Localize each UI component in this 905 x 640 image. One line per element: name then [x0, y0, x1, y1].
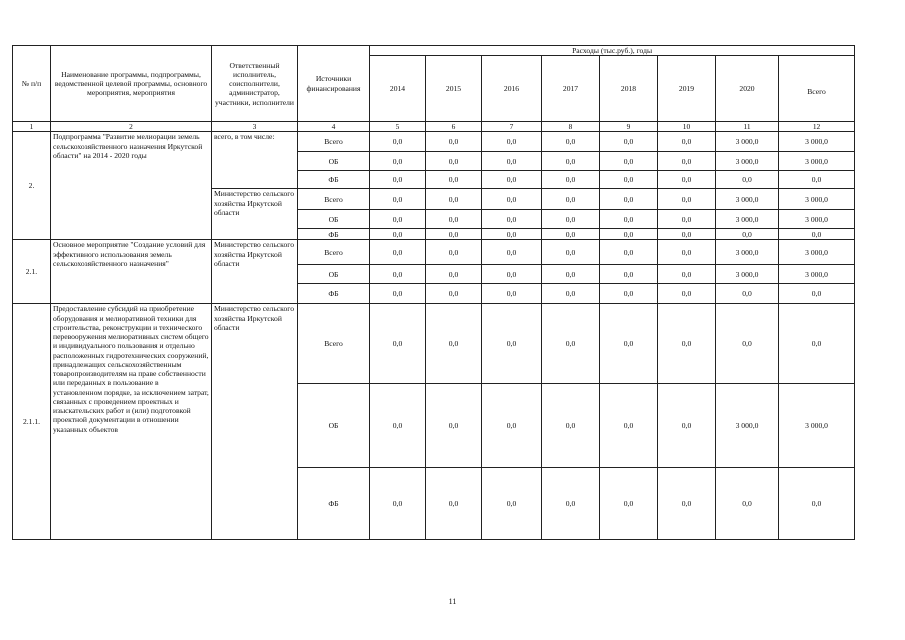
year-value: 0,0: [600, 189, 658, 210]
header-year: 2016: [482, 56, 542, 122]
year-value: 0,0: [426, 132, 482, 152]
year-value: 0,0: [482, 171, 542, 189]
funding-source: Всего: [298, 304, 370, 384]
year-value: 0,0: [426, 152, 482, 171]
table-row: [13, 304, 855, 384]
year-value: 0,0: [370, 468, 426, 540]
year-value: 0,0: [370, 152, 426, 171]
year-value: 0,0: [542, 240, 600, 265]
total-value: 3 000,0: [779, 240, 855, 265]
year-value: 0,0: [370, 265, 426, 284]
year-value: 0,0: [482, 189, 542, 210]
year-value: 0,0: [658, 284, 716, 304]
year-value: 0,0: [542, 210, 600, 229]
column-index: 9: [600, 122, 658, 132]
year-value: 0,0: [542, 468, 600, 540]
year-value: 0,0: [658, 229, 716, 240]
year-value: 0,0: [716, 229, 779, 240]
year-value: 0,0: [542, 189, 600, 210]
year-value: 0,0: [600, 152, 658, 171]
header-num: № п/п: [13, 46, 51, 122]
funding-source: ФБ: [298, 171, 370, 189]
header-year: 2019: [658, 56, 716, 122]
column-index: 11: [716, 122, 779, 132]
column-index: 10: [658, 122, 716, 132]
column-index: 1: [13, 122, 51, 132]
year-value: 0,0: [658, 210, 716, 229]
row-executor: Министерство сельского хозяйства Иркутской области: [212, 189, 298, 240]
year-value: 0,0: [426, 304, 482, 384]
total-value: 3 000,0: [779, 265, 855, 284]
year-value: 0,0: [482, 265, 542, 284]
year-value: 0,0: [482, 384, 542, 468]
row-number: 2.: [13, 132, 51, 240]
header-year: 2015: [426, 56, 482, 122]
total-value: 3 000,0: [779, 132, 855, 152]
funding-source: ОБ: [298, 210, 370, 229]
year-value: 0,0: [716, 304, 779, 384]
header-year: 2020: [716, 56, 779, 122]
year-value: 0,0: [600, 468, 658, 540]
funding-source: ФБ: [298, 284, 370, 304]
header-year: 2018: [600, 56, 658, 122]
year-value: 0,0: [658, 240, 716, 265]
year-value: 0,0: [426, 171, 482, 189]
year-value: 0,0: [370, 304, 426, 384]
year-value: 0,0: [370, 210, 426, 229]
column-index: 12: [779, 122, 855, 132]
year-value: 0,0: [658, 152, 716, 171]
row-title: Основное мероприятие "Создание условий для эффективного использования земель сельскохозяйственного назначения": [51, 240, 212, 304]
year-value: 0,0: [600, 132, 658, 152]
total-value: 3 000,0: [779, 210, 855, 229]
total-value: 3 000,0: [779, 152, 855, 171]
total-value: 3 000,0: [779, 384, 855, 468]
column-index: 6: [426, 122, 482, 132]
year-value: 0,0: [482, 132, 542, 152]
header-row: [13, 46, 855, 56]
year-value: 0,0: [426, 210, 482, 229]
year-value: 0,0: [716, 171, 779, 189]
funding-source: Всего: [298, 132, 370, 152]
total-value: 0,0: [779, 171, 855, 189]
column-index: 8: [542, 122, 600, 132]
year-value: 0,0: [542, 132, 600, 152]
year-value: 0,0: [482, 210, 542, 229]
total-value: 0,0: [779, 284, 855, 304]
column-index-row: [13, 122, 855, 132]
total-value: 0,0: [779, 304, 855, 384]
year-value: 0,0: [426, 189, 482, 210]
year-value: 0,0: [600, 265, 658, 284]
year-value: 0,0: [370, 284, 426, 304]
header-name: Наименование программы, подпрограммы, ведомственной целевой программы, основного мероприятия, мероприятия: [51, 46, 212, 122]
year-value: 3 000,0: [716, 189, 779, 210]
row-executor: всего, в том числе:: [212, 132, 298, 189]
financing-table: [12, 45, 855, 540]
table-row: [13, 132, 855, 152]
column-index: 3: [212, 122, 298, 132]
funding-source: Всего: [298, 240, 370, 265]
year-value: 3 000,0: [716, 265, 779, 284]
row-number: 2.1.1.: [13, 304, 51, 540]
year-value: 0,0: [482, 229, 542, 240]
header-total: Всего: [779, 56, 855, 122]
year-value: 0,0: [482, 240, 542, 265]
year-value: 0,0: [542, 171, 600, 189]
year-value: 0,0: [482, 284, 542, 304]
year-value: 0,0: [426, 284, 482, 304]
page-number: 11: [448, 597, 457, 606]
column-index: 5: [370, 122, 426, 132]
column-index: 4: [298, 122, 370, 132]
year-value: 3 000,0: [716, 384, 779, 468]
funding-source: ФБ: [298, 468, 370, 540]
year-value: 0,0: [542, 265, 600, 284]
year-value: 0,0: [370, 240, 426, 265]
year-value: 0,0: [370, 171, 426, 189]
row-executor: Министерство сельского хозяйства Иркутской области: [212, 240, 298, 304]
year-value: 0,0: [426, 229, 482, 240]
year-value: 0,0: [542, 304, 600, 384]
year-value: 0,0: [658, 189, 716, 210]
year-value: 0,0: [658, 132, 716, 152]
year-value: 0,0: [542, 152, 600, 171]
year-value: 0,0: [542, 229, 600, 240]
year-value: 3 000,0: [716, 152, 779, 171]
year-value: 0,0: [716, 468, 779, 540]
table-body: [13, 46, 855, 540]
year-value: 0,0: [482, 152, 542, 171]
year-value: 0,0: [426, 265, 482, 284]
column-index: 2: [51, 122, 212, 132]
header-year: 2017: [542, 56, 600, 122]
year-value: 0,0: [658, 265, 716, 284]
year-value: 0,0: [482, 304, 542, 384]
funding-source: ОБ: [298, 152, 370, 171]
header-expenses: Расходы (тыс.руб.), годы: [370, 46, 855, 56]
header-source: Источники финансирования: [298, 46, 370, 122]
year-value: 3 000,0: [716, 210, 779, 229]
row-executor: Министерство сельского хозяйства Иркутской области: [212, 304, 298, 540]
year-value: 0,0: [658, 468, 716, 540]
year-value: 0,0: [716, 284, 779, 304]
funding-source: ОБ: [298, 265, 370, 284]
funding-source: ФБ: [298, 229, 370, 240]
year-value: 0,0: [370, 384, 426, 468]
total-value: 0,0: [779, 468, 855, 540]
column-index: 7: [482, 122, 542, 132]
year-value: 0,0: [426, 384, 482, 468]
year-value: 0,0: [600, 384, 658, 468]
year-value: 0,0: [600, 240, 658, 265]
year-value: 0,0: [600, 304, 658, 384]
row-title: Подпрограмма "Развитие мелиорации земель сельскохозяйственного назначения Иркутской области" на 2014 - 2020 годы: [51, 132, 212, 240]
year-value: 0,0: [658, 384, 716, 468]
header-responsible: Ответственный исполнитель, соисполнители, администратор, участники, исполнители: [212, 46, 298, 122]
row-title: Предоставление субсидий на приобретение оборудования и мелиоративной техники для строительства, реконструкции и технического перевооружения мелиоративных систем общего и индивидуального пользования и отдельно расположенных гидротехнических сооружений, принадлежащих сельскохозяйственным товаропроизводителям на праве собственности или переданных в пользование в установленном порядке, за исключением затрат, связанных с проведением проектных и изыскательских работ и (или) подготовкой проектной документации в отношении указанных объектов: [51, 304, 212, 540]
header-year: 2014: [370, 56, 426, 122]
year-value: 0,0: [426, 468, 482, 540]
year-value: 0,0: [370, 229, 426, 240]
year-value: 0,0: [600, 229, 658, 240]
year-value: 0,0: [370, 189, 426, 210]
year-value: 0,0: [600, 210, 658, 229]
total-value: 3 000,0: [779, 189, 855, 210]
year-value: 0,0: [600, 171, 658, 189]
year-value: 0,0: [658, 171, 716, 189]
year-value: 0,0: [600, 284, 658, 304]
funding-source: Всего: [298, 189, 370, 210]
funding-source: ОБ: [298, 384, 370, 468]
year-value: 3 000,0: [716, 240, 779, 265]
row-number: 2.1.: [13, 240, 51, 304]
year-value: 0,0: [542, 384, 600, 468]
year-value: 0,0: [370, 132, 426, 152]
year-value: 0,0: [482, 468, 542, 540]
table-row: [13, 240, 855, 265]
year-value: 0,0: [658, 304, 716, 384]
total-value: 0,0: [779, 229, 855, 240]
year-value: 3 000,0: [716, 132, 779, 152]
year-value: 0,0: [426, 240, 482, 265]
year-value: 0,0: [542, 284, 600, 304]
